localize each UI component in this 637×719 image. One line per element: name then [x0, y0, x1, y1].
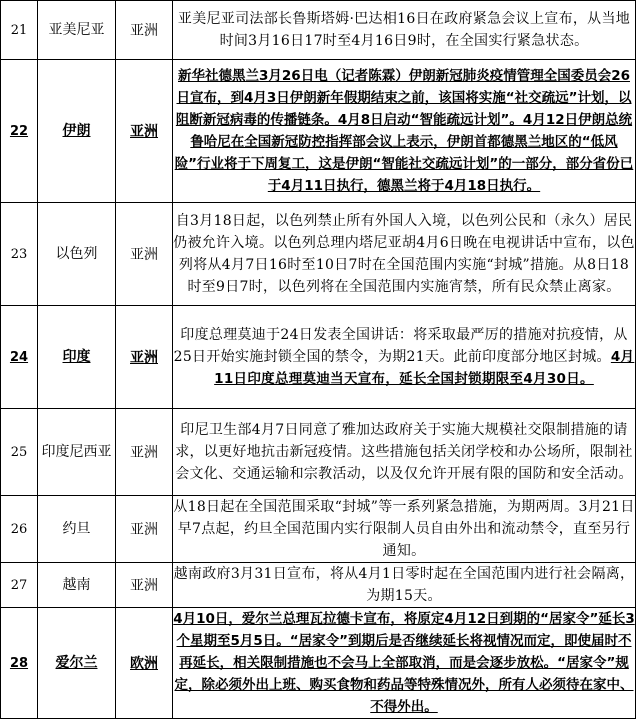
- table-row: [1, 563, 636, 608]
- country-name: 越南: [38, 563, 116, 608]
- country-name: 亚美尼亚: [38, 1, 116, 60]
- measure-text: 印尼卫生部4月7日同意了雅加达政府关于实施大规模社交限制措施的请求，以更好地抗击新冠疫情。这些措施包括关闭学校和办公场所，限制社会文化、交通运输和宗教活动，以及仅允许开展有限的国防和安全活动。: [175, 422, 633, 482]
- row-number: 21: [1, 1, 38, 60]
- country-name: 约旦: [38, 496, 116, 563]
- measure-text: 亚美尼亚司法部长鲁斯塔姆·巴达相16日在政府紧急会议上宣布，从当地时间3月16日17时至4月16日9时，在全国实行紧急状态。: [177, 11, 631, 49]
- region-name: 亚洲: [116, 306, 173, 409]
- row-number: 24: [1, 306, 38, 409]
- row-number: 25: [1, 409, 38, 496]
- measure-text: 4月10日，爱尔兰总理瓦拉德卡宣布，将原定4月12日到期的“居家令”延长3个星期至5月5日。“居家令”到期后是否继续延长将视情况而定，即使届时不再延长，相关限制措施也不会马上全部取消，而是会逐步放松。“居家令”规定，除必须外出上班、购买食物和药品等特殊情况外，所有人必须待在家中、不得外出。: [173, 611, 635, 715]
- measure-description: [173, 608, 636, 719]
- region-name: 亚洲: [116, 60, 173, 203]
- table-row: [1, 60, 636, 203]
- table-row: [1, 409, 636, 496]
- region-name: 亚洲: [116, 1, 173, 60]
- country-name: 伊朗: [38, 60, 116, 203]
- measure-description: [173, 1, 636, 60]
- table-row: [1, 608, 636, 719]
- measure-description: [173, 496, 636, 563]
- region-name: 亚洲: [116, 203, 173, 306]
- measure-text: 自3月18日起，以色列禁止所有外国人入境，以色列公民和（永久）居民仍被允许入境。以色列总理内塔尼亚胡4月6日晚在电视讲话中宣布，以色列将从4月7日16时至10日7时在全国范围内实施“封城”措施。从8日18时至9日7时，以色列将在全国范围内实施宵禁，所有民众禁止离家。: [173, 213, 635, 295]
- row-number: 23: [1, 203, 38, 306]
- measure-description: [173, 306, 636, 409]
- region-name: 亚洲: [116, 563, 173, 608]
- measure-text: 越南政府3月31日宣布，将从4月1日零时起在全国范围内进行社会隔离，为期15天。: [173, 566, 635, 604]
- table-row: [1, 203, 636, 306]
- country-name: 印度: [38, 306, 116, 409]
- row-number: 27: [1, 563, 38, 608]
- row-number: 22: [1, 60, 38, 203]
- region-name: 亚洲: [116, 496, 173, 563]
- measure-description: [173, 203, 636, 306]
- measure-text: 从18日起在全国范围采取“封城”等一系列紧急措施，为期两周。3月21日早7点起，约旦全国范围内实行限制人员自由外出和流动禁令，直至另行通知。: [173, 499, 635, 559]
- country-name: 印度尼西亚: [38, 409, 116, 496]
- measure-update-text: 4月11日印度总理莫迪当天宣布，延长全国封锁期限至4月30日。: [214, 349, 635, 387]
- measure-text: 印度总理莫迪于24日发表全国讲话：将采取最严厉的措施对抗疫情，从25日开始实施封锁全国的禁令，为期21天。此前印度部分地区封城。: [173, 327, 628, 365]
- region-name: 亚洲: [116, 409, 173, 496]
- measure-text: 新华社德黑兰3月26日电（记者陈霖）伊朗新冠肺炎疫情管理全国委员会26日宣布，到4月3日伊朗新年假期结束之前，该国将实施“社交疏远”计划，以阻断新冠病毒的传播链条。4月8日启动“智能疏远计划”。4月12日伊朗总统鲁哈尼在全国新冠防控指挥部会议上表示，伊朗首都德黑兰地区的“低风险”行业将于下周复工，这是伊朗“智能社交疏远计划”的一部分，部分省份已于4月11日执行，德黑兰将于4月18日执行。: [174, 68, 634, 194]
- table-row: [1, 306, 636, 409]
- table-row: [1, 496, 636, 563]
- country-name: 以色列: [38, 203, 116, 306]
- measure-description: [173, 563, 636, 608]
- row-number: 28: [1, 608, 38, 719]
- table-row: [1, 1, 636, 60]
- country-name: 爱尔兰: [38, 608, 116, 719]
- row-number: 26: [1, 496, 38, 563]
- region-name: 欧洲: [116, 608, 173, 719]
- measure-description: [173, 60, 636, 203]
- measure-description: [173, 409, 636, 496]
